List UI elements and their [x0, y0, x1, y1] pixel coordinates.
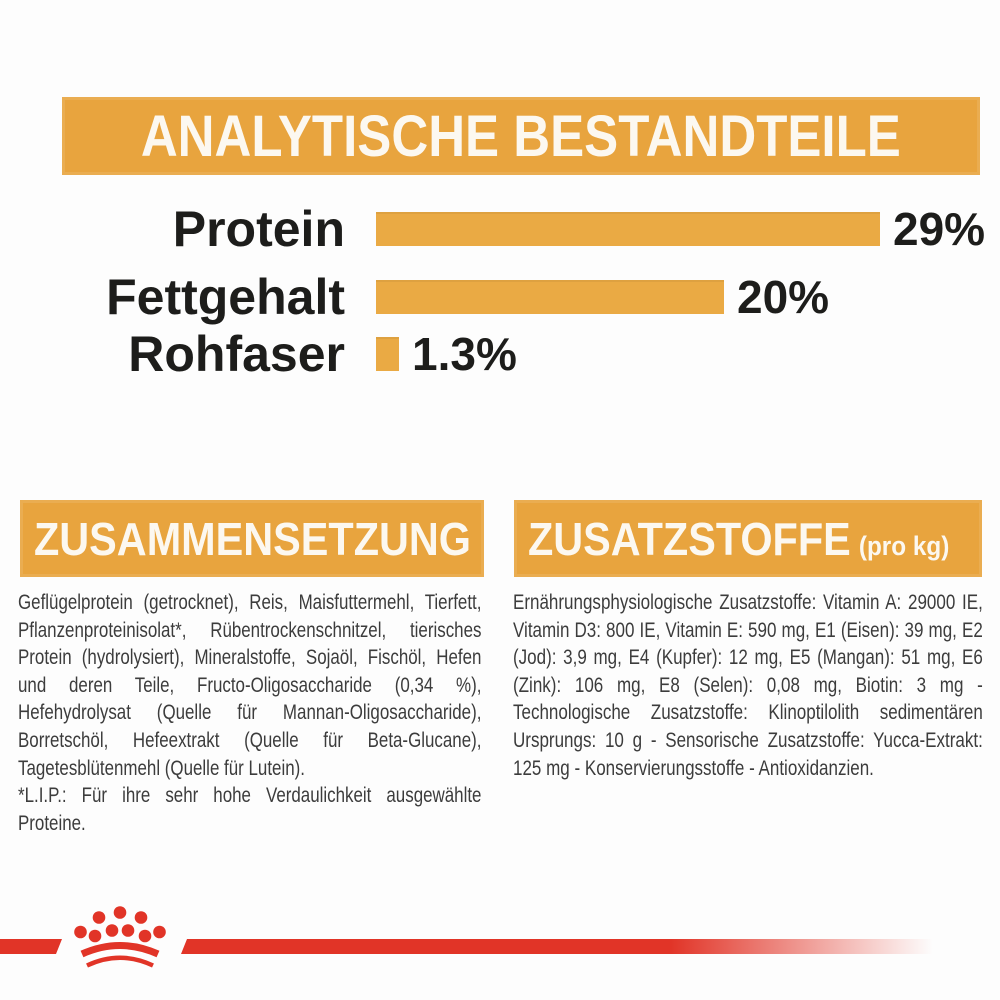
footer-stripe-left: [0, 939, 62, 954]
bar-label-protein: Protein: [172, 201, 345, 257]
additives-body: Ernährungsphysiologische Zusatzstoffe: Vitamin A: 29000 IE, Vitamin D3: 800 IE, Vitamin E: 590 mg, E1 (Eisen): 39 mg, E2 (Jod): 3,9 mg, E4 (Kupfer): 12 mg, E5 (Mangan): 51 mg, E6 (Zink): 106 mg, E8 (Selen): 0,08 mg, Biotin: 3 mg - Technologische Zusatzstoffe: Klinoptilolith sedimentären Ursprungs: 10 g - Sensorische Zusatzstoffe: Yucca-Extrakt: 125 mg - Konservierungsstoffe - Antioxidanzien.: [513, 591, 983, 780]
analytical-constituents-banner: [62, 97, 980, 175]
bar-protein: [376, 212, 880, 246]
bar-label-fettgehalt: Fettgehalt: [106, 269, 345, 325]
composition-banner: [20, 500, 484, 577]
bar-value-fettgehalt: 20%: [737, 271, 830, 323]
additives-text-block: [513, 589, 983, 782]
composition-body: Geflügelprotein (getrocknet), Reis, Maisfuttermehl, Tierfett, Pflanzenproteinisolat*, Rübentrockenschnitzel, tierisches Protein (hydrolysiert), Mineralstoffe, Sojaöl, Fischöl, Hefen und deren Teile, Fructo-Oligosaccharide (0,34 %), Hefehydrolysat (Quelle für Mannan-Oligosaccharide), Borretschöl, Hefeextrakt (Quelle für Beta-Glucane), Tagetesblütenmehl (Quelle für Lutein).: [18, 591, 482, 780]
additives-heading: ZUSATZSTOFFE: [528, 512, 851, 565]
composition-heading-wrap: [34, 512, 471, 566]
footer-stripe-right: [181, 939, 933, 954]
composition-footnote: *L.I.P.: Für ihre sehr hohe Verdaulichkeit ausgewählte Proteine.: [18, 784, 482, 835]
bar-rohfaser: [376, 337, 399, 371]
chart-row-protein: [0, 202, 1000, 256]
bar-value-rohfaser: 1.3%: [412, 328, 517, 380]
composition-heading: ZUSAMMENSETZUNG: [34, 512, 471, 565]
analytical-constituents-title: ANALYTISCHE BESTANDTEILE: [140, 103, 901, 169]
bar-label-rohfaser: Rohfaser: [128, 326, 345, 382]
additives-unit-label: (pro kg): [858, 530, 950, 561]
chart-row-rohfaser: [0, 327, 1000, 381]
bar-value-protein: 29%: [893, 203, 986, 255]
chart-row-fettgehalt: [0, 270, 1000, 324]
composition-text-block: [18, 589, 481, 837]
additives-heading-wrap: [528, 512, 949, 566]
royal-canin-crown-icon: [72, 903, 168, 975]
additives-banner: [514, 500, 982, 577]
bar-fettgehalt: [376, 280, 724, 314]
